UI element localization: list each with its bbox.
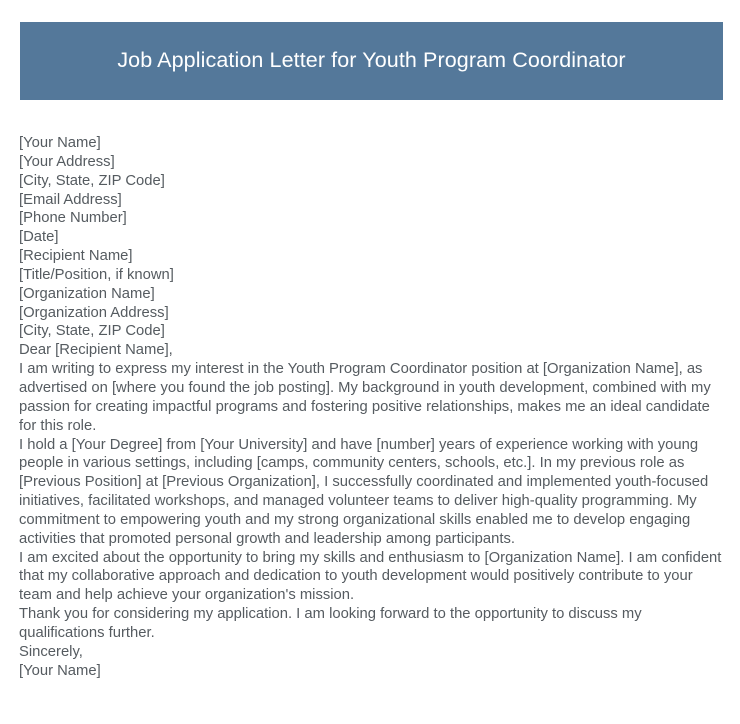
document-header-banner xyxy=(20,22,723,100)
sender-address-block xyxy=(19,134,723,247)
recipient-line-organization-address: [Organization Address] xyxy=(19,304,169,321)
body-paragraph-4: Thank you for considering my application. I am looking forward to the opportunity to discuss my qualifications further. xyxy=(19,606,642,641)
recipient-address-block xyxy=(19,247,723,341)
closing-salutation: Sincerely, xyxy=(19,643,83,660)
sender-line-name: [Your Name] xyxy=(19,135,101,151)
sender-line-date: [Date] xyxy=(19,229,59,246)
recipient-line-name: [Recipient Name] xyxy=(19,248,133,265)
sender-line-email: [Email Address] xyxy=(19,191,122,208)
body-paragraph-1: I am writing to express my interest in the Youth Program Coordinator position at [Organization Name], as advertised on [where you found the job posting]. My background in youth development, combined with my passion for creating impactful programs and fostering positive relationships, makes me an ideal candidate for this role. xyxy=(19,361,711,434)
sender-line-phone: [Phone Number] xyxy=(19,210,127,227)
salutation: Dear [Recipient Name], xyxy=(19,342,173,359)
letter-body xyxy=(19,134,723,680)
recipient-line-city-state-zip: [City, State, ZIP Code] xyxy=(19,323,165,340)
recipient-line-title: [Title/Position, if known] xyxy=(19,266,174,283)
sender-line-city-state-zip: [City, State, ZIP Code] xyxy=(19,172,165,189)
body-paragraph-2: I hold a [Your Degree] from [Your University] and have [number] years of experience working with young people in various settings, including [camps, community centers, schools, etc.]. In my previous role as [Previous Position] at [Previous Organization], I successfully coordinated and implemented youth-focused initiatives, facilitated workshops, and managed volunteer teams to deliver high-quality programming. My commitment to empowering youth and my strong organizational skills enabled me to develop engaging activities that promoted personal growth and leadership among participants. xyxy=(19,436,709,547)
page-title: Job Application Letter for Youth Program Coordinator xyxy=(117,48,626,73)
sender-line-address: [Your Address] xyxy=(19,153,115,170)
body-paragraph-3: I am excited about the opportunity to bring my skills and enthusiasm to [Organization Name]. I am confident that my collaborative approach and dedication to youth development would positively contribute to your team and help achieve your organization's mission. xyxy=(19,549,722,604)
signature-name: [Your Name] xyxy=(19,662,101,679)
recipient-line-organization: [Organization Name] xyxy=(19,285,155,302)
